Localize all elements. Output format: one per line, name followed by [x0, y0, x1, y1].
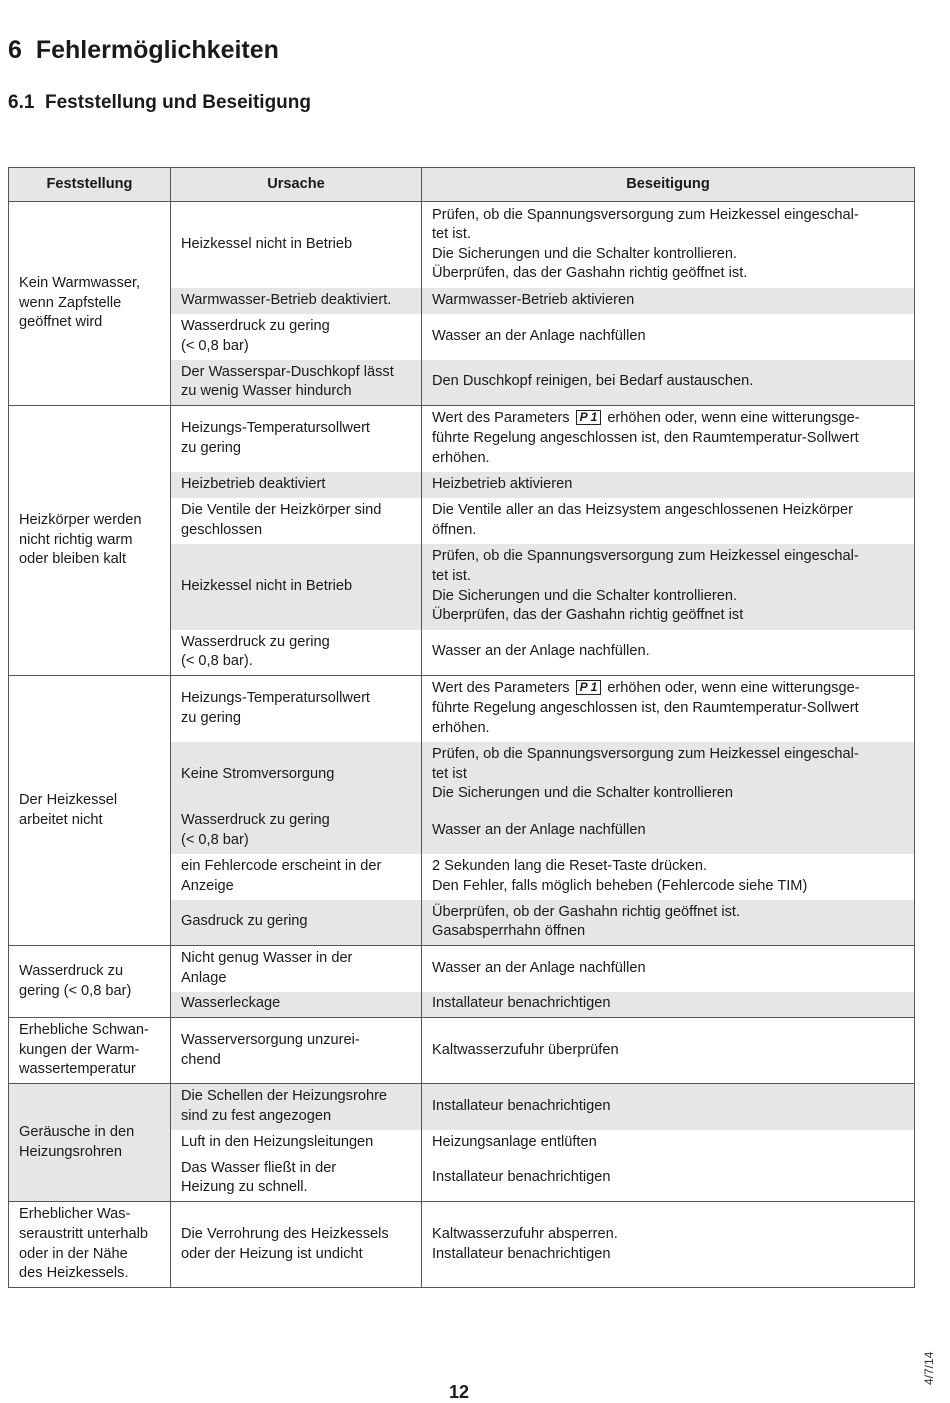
- cell-line: Wasserdruck zu gering: [181, 633, 330, 650]
- cell-line: Warmwasser-Betrieb aktivieren: [432, 291, 635, 308]
- cell-line: Die Schellen der Heizungsrohre: [181, 1088, 388, 1105]
- cell-line: Geräusche in den: [19, 1123, 135, 1140]
- ursache-cell: [171, 288, 422, 314]
- side-note: 4/7/14: [922, 1351, 936, 1385]
- table-body: [9, 202, 915, 1288]
- table-row: [9, 1018, 915, 1084]
- cell-line: Kaltwasserzufuhr absperren.: [432, 1225, 618, 1242]
- table-header-row: [9, 168, 915, 202]
- cell-line: Heizungsrohren: [19, 1143, 123, 1160]
- cell-line: Installateur benachrichtigen: [432, 1245, 611, 1262]
- cell-line: sind zu fest angezogen: [181, 1107, 332, 1124]
- table-row: [9, 946, 915, 992]
- cell-line: Prüfen, ob die Spannungsversorgung zum Heizkessel eingeschal-: [432, 746, 859, 763]
- beseitigung-cell: [422, 854, 915, 900]
- header-feststellung: Feststellung: [9, 168, 171, 202]
- cell-line: geöffnet wird: [19, 314, 103, 331]
- beseitigung-cell: [422, 1084, 915, 1130]
- troubleshooting-table: [8, 167, 915, 1288]
- cell-line: Wasserdruck zu gering: [181, 317, 330, 334]
- beseitigung-cell: [422, 544, 915, 630]
- ursache-cell: [171, 472, 422, 498]
- cell-line: tet ist: [432, 765, 467, 782]
- cell-line: Überprüfen, ob der Gashahn richtig geöffnet ist.: [432, 903, 741, 920]
- ursache-cell: [171, 854, 422, 900]
- cell-line: Kaltwasserzufuhr überprüfen: [432, 1041, 619, 1058]
- cell-line: Keine Stromversorgung: [181, 765, 335, 782]
- ursache-cell: [171, 630, 422, 676]
- cell-line: Erheblicher Was-: [19, 1206, 131, 1223]
- cell-line: (< 0,8 bar): [181, 831, 249, 848]
- cell-line: Die Sicherungen und die Schalter kontrollieren: [432, 785, 733, 802]
- cell-line: 2 Sekunden lang die Reset-Taste drücken.: [432, 857, 708, 874]
- cell-line: oder in der Nähe: [19, 1245, 128, 1262]
- cell-line: erhöhen.: [432, 449, 490, 466]
- ursache-cell: [171, 1202, 422, 1288]
- beseitigung-cell: [422, 676, 915, 742]
- cell-line: (< 0,8 bar).: [181, 653, 253, 670]
- cell-line: Wasser an der Anlage nachfüllen: [432, 821, 646, 838]
- cell-line: chend: [181, 1051, 221, 1068]
- feststellung-cell: [9, 1084, 171, 1202]
- cell-line: Wasserversorgung unzurei-: [181, 1031, 360, 1048]
- ursache-cell: [171, 992, 422, 1018]
- beseitigung-cell: [422, 1018, 915, 1084]
- param-text-after: erhöhen oder, wenn eine witterungsge-: [607, 680, 860, 697]
- cell-line: Den Duschkopf reinigen, bei Bedarf austauschen.: [432, 373, 754, 390]
- beseitigung-cell: [422, 314, 915, 360]
- cell-line: seraustritt unterhalb: [19, 1225, 148, 1242]
- page-number: 12: [449, 1382, 470, 1402]
- cell-line: Installateur benachrichtigen: [432, 1097, 611, 1114]
- beseitigung-cell: [422, 630, 915, 676]
- ursache-cell: [171, 314, 422, 360]
- cell-line: Kein Warmwasser,: [19, 275, 141, 292]
- cell-line: Heizkessel nicht in Betrieb: [181, 577, 353, 594]
- cell-line: Anlage: [181, 969, 227, 986]
- cell-line: wassertemperatur: [19, 1061, 136, 1078]
- cell-line: Wasser an der Anlage nachfüllen.: [432, 643, 650, 660]
- cell-line: Heizungsanlage entlüften: [432, 1133, 597, 1150]
- ursache-cell: [171, 544, 422, 630]
- cell-line: Die Ventile aller an das Heizsystem angeschlossenen Heizkörper: [432, 501, 854, 518]
- cell-line: Prüfen, ob die Spannungsversorgung zum Heizkessel eingeschal-: [432, 548, 859, 565]
- cell-line: gering (< 0,8 bar): [19, 982, 132, 999]
- feststellung-cell: [9, 1018, 171, 1084]
- feststellung-cell: [9, 1202, 171, 1288]
- cell-line: nicht richtig warm: [19, 531, 133, 548]
- ursache-cell: [171, 1156, 422, 1202]
- cell-line: tet ist.: [432, 226, 471, 243]
- beseitigung-cell: [422, 1202, 915, 1288]
- cell-line: Den Fehler, falls möglich beheben (Fehlercode siehe TIM): [432, 877, 808, 894]
- cell-line: Anzeige: [181, 877, 234, 894]
- table-row: [9, 1084, 915, 1130]
- cell-line: wenn Zapfstelle: [19, 294, 122, 311]
- beseitigung-cell: [422, 288, 915, 314]
- table-row: [9, 406, 915, 472]
- beseitigung-cell: [422, 406, 915, 472]
- ursache-cell: [171, 202, 422, 288]
- beseitigung-cell: [422, 1156, 915, 1202]
- troubleshooting-table-wrapper: [8, 167, 914, 1288]
- param-text-after: erhöhen oder, wenn eine witterungsge-: [607, 410, 860, 427]
- param-text-before: Wert des Parameters: [432, 680, 570, 697]
- cell-line: Die Ventile der Heizkörper sind: [181, 501, 382, 518]
- cell-line: erhöhen.: [432, 719, 490, 736]
- cell-line: Überprüfen, das der Gashahn richtig geöffnet ist.: [432, 265, 748, 282]
- beseitigung-cell: [422, 1130, 915, 1156]
- side-note-wrapper: [922, 1351, 950, 1399]
- cell-line: Wasser an der Anlage nachfüllen: [432, 959, 646, 976]
- cell-line: führte Regelung angeschlossen ist, den Raumtemperatur-Sollwert: [432, 699, 859, 716]
- ursache-cell: [171, 946, 422, 992]
- cell-line: [432, 679, 908, 699]
- param-text-before: Wert des Parameters: [432, 410, 570, 427]
- beseitigung-cell: [422, 498, 915, 544]
- parameter-code-badge: P 1: [576, 410, 602, 425]
- feststellung-cell: [9, 406, 171, 676]
- table-row: [9, 202, 915, 288]
- feststellung-cell: [9, 202, 171, 406]
- feststellung-cell: [9, 946, 171, 1018]
- cell-line: Heizkessel nicht in Betrieb: [181, 235, 353, 252]
- section-number: 6: [8, 36, 22, 64]
- cell-line: kungen der Warm-: [19, 1041, 140, 1058]
- ursache-cell: [171, 742, 422, 808]
- cell-line: Die Sicherungen und die Schalter kontrollieren.: [432, 587, 738, 604]
- subsection-text: Feststellung und Beseitigung: [44, 92, 311, 113]
- beseitigung-cell: [422, 808, 915, 854]
- table-row: [9, 676, 915, 742]
- cell-line: Heizung zu schnell.: [181, 1179, 308, 1196]
- cell-line: Nicht genug Wasser in der: [181, 950, 353, 967]
- beseitigung-cell: [422, 742, 915, 808]
- cell-line: zu gering: [181, 439, 242, 456]
- ursache-cell: [171, 900, 422, 946]
- beseitigung-cell: [422, 992, 915, 1018]
- cell-line: führte Regelung angeschlossen ist, den Raumtemperatur-Sollwert: [432, 429, 859, 446]
- cell-line: Wasserdruck zu gering: [181, 811, 330, 828]
- ursache-cell: [171, 1130, 422, 1156]
- feststellung-cell: [9, 676, 171, 946]
- table-row: [9, 1202, 915, 1288]
- cell-line: zu gering: [181, 709, 242, 726]
- cell-line: Gasdruck zu gering: [181, 913, 308, 930]
- page-title: [8, 36, 279, 65]
- cell-line: Heizungs-Temperatursollwert: [181, 690, 370, 707]
- cell-line: Die Verrohrung des Heizkessels: [181, 1225, 389, 1242]
- ursache-cell: [171, 498, 422, 544]
- ursache-cell: [171, 360, 422, 406]
- cell-line: Wasserdruck zu: [19, 962, 124, 979]
- cell-line: Luft in den Heizungsleitungen: [181, 1133, 374, 1150]
- cell-line: geschlossen: [181, 521, 263, 538]
- subsection-title: [8, 92, 311, 114]
- cell-line: Heizkörper werden: [19, 512, 142, 529]
- cell-line: Wasser an der Anlage nachfüllen: [432, 327, 646, 344]
- ursache-cell: [171, 676, 422, 742]
- cell-line: Prüfen, ob die Spannungsversorgung zum Heizkessel eingeschal-: [432, 206, 859, 223]
- cell-line: oder der Heizung ist undicht: [181, 1245, 363, 1262]
- cell-line: arbeitet nicht: [19, 811, 103, 828]
- cell-line: öffnen.: [432, 521, 477, 538]
- cell-line: Installateur benachrichtigen: [432, 995, 611, 1012]
- cell-line: Die Sicherungen und die Schalter kontrollieren.: [432, 245, 738, 262]
- cell-line: [432, 409, 908, 429]
- beseitigung-cell: [422, 946, 915, 992]
- cell-line: tet ist.: [432, 567, 471, 584]
- cell-line: Der Heizkessel: [19, 791, 118, 808]
- header-ursache: Ursache: [171, 168, 422, 202]
- cell-line: (< 0,8 bar): [181, 337, 249, 354]
- beseitigung-cell: [422, 360, 915, 406]
- cell-line: Heizungs-Temperatursollwert: [181, 420, 370, 437]
- cell-line: zu wenig Wasser hindurch: [181, 383, 352, 400]
- cell-line: ein Fehlercode erscheint in der: [181, 857, 382, 874]
- cell-line: Warmwasser-Betrieb deaktiviert.: [181, 291, 392, 308]
- beseitigung-cell: [422, 900, 915, 946]
- subsection-number: 6.1: [8, 92, 35, 113]
- cell-line: oder bleiben kalt: [19, 551, 127, 568]
- header-beseitigung: Beseitigung: [422, 168, 915, 202]
- parameter-code-badge: P 1: [576, 680, 602, 695]
- beseitigung-cell: [422, 472, 915, 498]
- section-title: Fehlermöglichkeiten: [35, 36, 279, 64]
- ursache-cell: [171, 1018, 422, 1084]
- ursache-cell: [171, 406, 422, 472]
- cell-line: Installateur benachrichtigen: [432, 1169, 611, 1186]
- beseitigung-cell: [422, 202, 915, 288]
- cell-line: Das Wasser fließt in der: [181, 1159, 337, 1176]
- cell-line: Heizbetrieb deaktiviert: [181, 475, 326, 492]
- ursache-cell: [171, 808, 422, 854]
- cell-line: des Heizkessels.: [19, 1265, 129, 1282]
- cell-line: Der Wasserspar-Duschkopf lässt: [181, 363, 394, 380]
- cell-line: Heizbetrieb aktivieren: [432, 475, 573, 492]
- cell-line: Wasserleckage: [181, 995, 281, 1012]
- cell-line: Gasabsperrhahn öffnen: [432, 923, 586, 940]
- cell-line: Erhebliche Schwan-: [19, 1022, 149, 1039]
- ursache-cell: [171, 1084, 422, 1130]
- cell-line: Überprüfen, das der Gashahn richtig geöffnet ist: [432, 607, 744, 624]
